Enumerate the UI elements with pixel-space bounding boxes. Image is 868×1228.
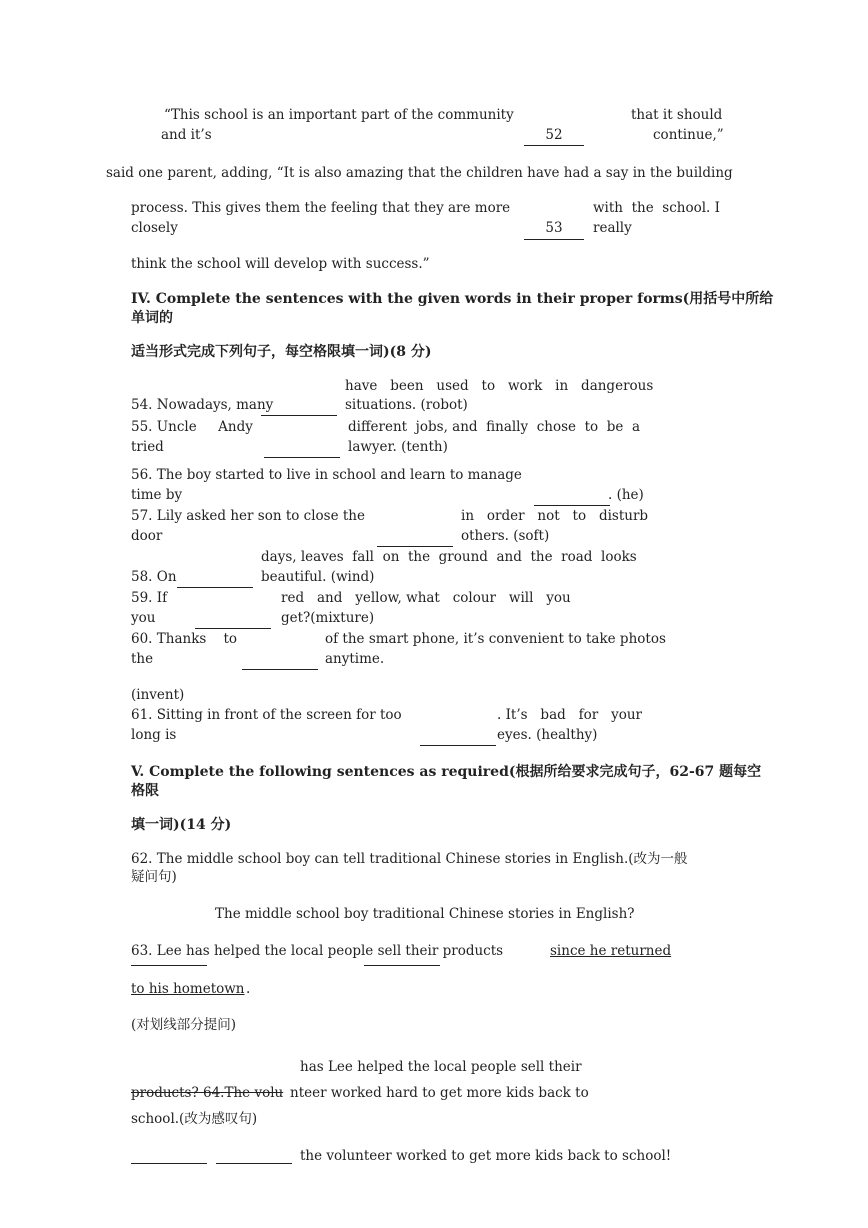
q63-instruction: (对划线部分提问) (131, 1017, 237, 1033)
blank-52-number: 52 (545, 127, 563, 143)
passage-line-5-left: closely (131, 220, 178, 236)
q64-line-b: school.(改为感叹句) (131, 1111, 258, 1127)
section-5-title-line-1: V. Complete the following sentences as required(根据所给要求完成句子，62-67 题每空 (131, 764, 762, 780)
q56-line-b: time by (131, 487, 183, 503)
section-5-title-line-3: 填一词)(14 分) (131, 817, 232, 833)
q63-underlined-part-2: to his hometown (131, 981, 245, 997)
section-4-title-line-3: 适当形式完成下列句子，每空格限填一词)(8 分) (131, 344, 432, 360)
q59-you: you (131, 610, 156, 626)
q55-blank[interactable] (264, 457, 340, 458)
q57-door: door (131, 528, 163, 544)
q55-tried: tried (131, 439, 164, 455)
q57-line-c: others. (soft) (461, 528, 550, 544)
q60-line-b: anytime. (325, 651, 385, 667)
blank-53[interactable] (524, 239, 584, 240)
q58-label: 58. On (131, 569, 177, 585)
passage-line-6: think the school will develop with success.” (131, 256, 430, 272)
q55-line-b: lawyer. (tenth) (348, 439, 448, 455)
passage-line-2-left: and it’s (161, 127, 212, 143)
q64-line-a: nteer worked hard to get more kids back to (290, 1085, 589, 1101)
q64-blank-1[interactable] (131, 1163, 207, 1164)
section-4-title-line-2: 单词的 (131, 310, 173, 326)
q54-line-b: situations. (robot) (345, 397, 468, 413)
passage-line-3: said one parent, adding, “It is also amazing that the children have had a say in the building (106, 165, 733, 181)
q54-label: 54. Nowadays, many (131, 397, 274, 413)
q55-label: 55. Uncle Andy (131, 419, 253, 435)
q55-line-a: different jobs, and finally chose to be a (348, 419, 640, 435)
q60-label: 60. Thanks to (131, 631, 238, 647)
q59-line-a: red and yellow, what colour will you (281, 590, 571, 606)
q62-line-a: 62. The middle school boy can tell traditional Chinese stories in English.(改为一般 (131, 851, 688, 867)
q56-line-c: . (he) (608, 487, 644, 503)
q62-line-b: 疑问句) (131, 869, 177, 885)
blank-52[interactable] (524, 145, 584, 146)
q59-label: 59. If (131, 590, 168, 606)
q57-blank[interactable] (377, 546, 453, 547)
section-4-title-line-1: IV. Complete the sentences with the given words in their proper forms(用括号中所给 (131, 291, 774, 307)
passage-line-4-left: process. This gives them the feeling that they are more (131, 200, 511, 216)
q62-line-c: The middle school boy traditional Chinese stories in English? (215, 906, 635, 922)
q63-line-c: has Lee helped the local people sell their (300, 1059, 582, 1075)
q57-line-a: 57. Lily asked her son to close the (131, 508, 365, 524)
q59-line-b: get?(mixture) (281, 610, 375, 626)
q64-line-c: the volunteer worked to get more kids back to school! (300, 1148, 672, 1164)
q61-blank[interactable] (420, 745, 496, 746)
q61-line-d: eyes. (healthy) (497, 727, 598, 743)
q64-blank-2[interactable] (216, 1163, 292, 1164)
q57-line-b: in order not to disturb (461, 508, 649, 524)
passage-line-2-right: continue,” (653, 127, 724, 143)
q59-blank[interactable] (195, 628, 271, 629)
passage-line-1-right: that it should (631, 107, 723, 123)
passage-line-5-right: really (593, 220, 632, 236)
q60-the: the (131, 651, 154, 667)
q61-line-c: long is (131, 727, 177, 743)
q54-line-a: have been used to work in dangerous (345, 378, 654, 394)
q63-blank-1[interactable] (131, 965, 207, 966)
blank-53-number: 53 (545, 220, 563, 236)
passage-line-4-right: with the school. I (593, 200, 720, 216)
q54-blank[interactable] (261, 415, 337, 416)
q58-blank[interactable] (177, 587, 253, 588)
q56-line-a: 56. The boy started to live in school and learn to manage (131, 467, 522, 483)
q60-hint: (invent) (131, 687, 185, 703)
q56-blank[interactable] (534, 505, 610, 506)
q61-line-b: . It’s bad for your (497, 707, 642, 723)
q63-period: . (246, 981, 251, 997)
passage-line-1-left: “This school is an important part of the community (164, 107, 514, 123)
q63-line-a: 63. Lee has helped the local people sell their products (131, 943, 504, 959)
q60-blank[interactable] (242, 669, 318, 670)
q58-line-a: days, leaves fall on the ground and the road looks (261, 549, 637, 565)
q58-line-b: beautiful. (wind) (261, 569, 375, 585)
q63-struck-text: products? 64.The volu (131, 1085, 284, 1101)
q63-blank-2[interactable] (364, 965, 440, 966)
q61-line-a: 61. Sitting in front of the screen for too (131, 707, 402, 723)
section-5-title-line-2: 格限 (131, 783, 159, 799)
q63-underlined-part-1: since he returned (550, 943, 672, 959)
q60-line-a: of the smart phone, it’s convenient to take photos (325, 631, 666, 647)
